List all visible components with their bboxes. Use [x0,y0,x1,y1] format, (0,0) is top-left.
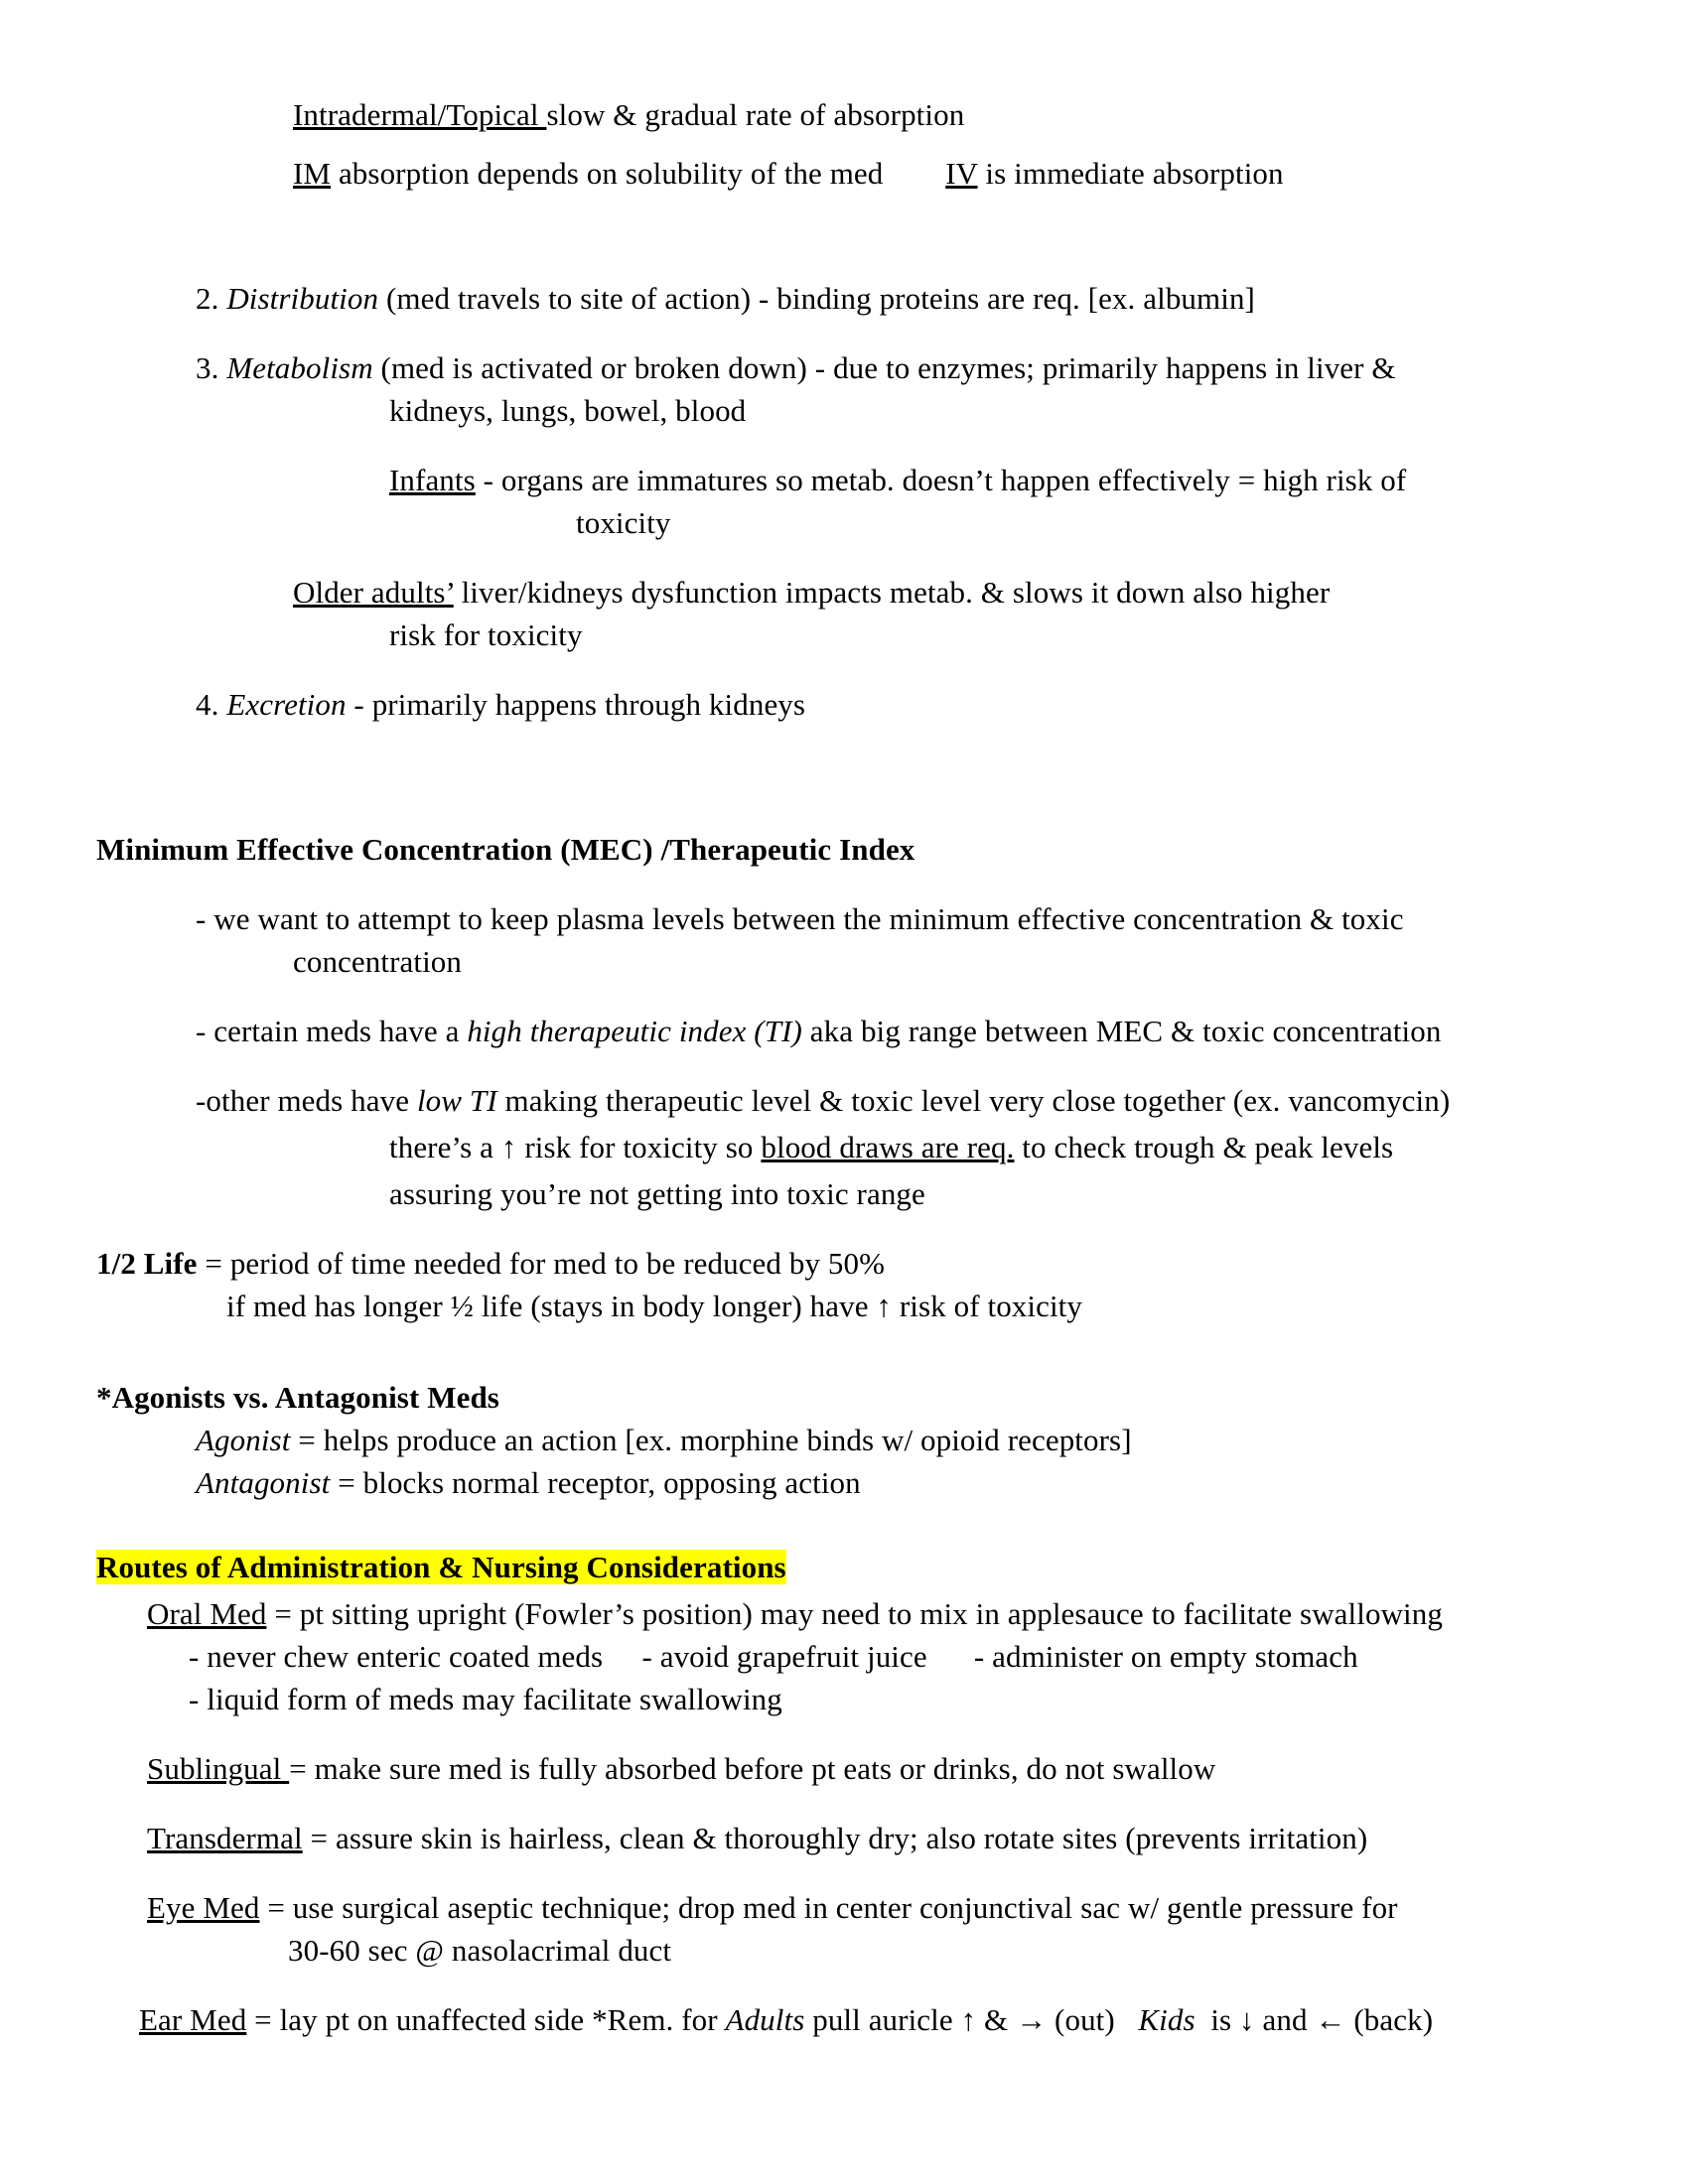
transdermal-rest: = assure skin is hairless, clean & thoroughly dry; also rotate sites (prevents irritation) [302,1821,1368,1855]
transdermal-line [147,1819,1367,1858]
infants-term: Infants [389,463,476,497]
step-3-rest: (med is activated or broken down) - due to enzymes; primarily happens in liver & [372,350,1396,385]
agonist-definition [196,1421,1132,1460]
infants-line [389,461,1406,500]
half-life-rest: = period of time needed for med to be reduced by 50% [197,1246,886,1281]
oral-med-line [147,1594,1443,1634]
step-3-term: Metabolism [226,350,373,385]
step-4-number: 4. [196,687,227,722]
im-iv-gap [883,156,945,191]
transdermal-term: Transdermal [147,1821,303,1855]
mec-bullet-3-line2 [389,1128,1393,1167]
routes-heading-wrapper [96,1548,786,1587]
half-life-line [96,1244,885,1284]
step-4-rest: - primarily happens through kidneys [346,687,806,722]
oral-sub-gap-2 [927,1639,974,1674]
step-2-distribution [196,279,1255,319]
step-3-continuation: kidneys, lungs, bowel, blood [389,393,747,428]
infants-rest: - organs are immatures so metab. doesn’t happen effectively = high risk of [475,463,1407,497]
mec-bullet-1-continuation: concentration [293,944,462,979]
older-adults-continuation: risk for toxicity [389,617,583,652]
mec-bullet-1: - we want to attempt to keep plasma levels between the minimum effective concentration & toxic [196,901,1404,936]
ear-med-post: is ↓ and ← (back) [1195,2002,1434,2037]
oral-sub-gap-1 [603,1639,641,1674]
mec-bullet-2-italic: high therapeutic index (TI) [467,1014,802,1048]
older-adults-line [293,573,1330,613]
mec-bullet-3-line3: assuring you’re not getting into toxic range [389,1176,925,1211]
mec-heading: Minimum Effective Concentration (MEC) /Therapeutic Index [96,832,915,867]
oral-sub-b: - avoid grapefruit juice [641,1639,927,1674]
older-adults-term: Older adults’ [293,575,454,610]
iv-term: IV [945,156,978,191]
eye-med-line [147,1888,1398,1928]
intradermal-topical-term: Intradermal/Topical [293,97,547,132]
sublingual-term: Sublingual [147,1751,290,1786]
agonist-term: Agonist [196,1423,291,1457]
half-life-continuation: if med has longer ½ life (stays in body longer) have ↑ risk of toxicity [226,1289,1082,1323]
ear-med-kids-term: Kids [1138,2002,1196,2037]
eye-med-continuation: 30-60 sec @ nasolacrimal duct [288,1933,672,1968]
step-4-term: Excretion [226,687,347,722]
oral-sub-a: - never chew enteric coated meds [189,1639,604,1674]
step-3-metabolism [196,348,1396,388]
step-4-excretion [196,685,805,725]
agonist-rest: = helps produce an action [ex. morphine binds w/ opioid receptors] [290,1423,1132,1457]
oral-med-term: Oral Med [147,1596,267,1631]
step-2-rest: (med travels to site of action) - binding proteins are req. [ex. albumin] [378,281,1255,316]
mec-bullet-3 [196,1081,1450,1121]
step-3-number: 3. [196,350,227,385]
routes-heading: Routes of Administration & Nursing Considerations [96,1550,786,1584]
ear-med-line [139,2000,1433,2040]
intradermal-topical-rest: slow & gradual rate of absorption [546,97,965,132]
mec-bullet-3-line2-pre: there’s a ↑ risk for toxicity so [389,1130,762,1164]
oral-med-rest: = pt sitting upright (Fowler’s position) may need to mix in applesauce to facilitate swallowing [266,1596,1443,1631]
antagonist-rest: = blocks normal receptor, opposing action [330,1465,861,1500]
ear-med-adults-term: Adults [725,2002,805,2037]
infants-continuation: toxicity [576,505,671,540]
half-life-term: 1/2 Life [96,1246,198,1281]
mec-bullet-2-pre: - certain meds have a [196,1014,468,1048]
ear-med-term: Ear Med [139,2002,247,2037]
eye-med-term: Eye Med [147,1890,260,1925]
im-term: IM [293,156,332,191]
mec-bullet-3-italic: low TI [416,1083,497,1118]
antagonist-term: Antagonist [196,1465,331,1500]
iv-rest: is immediate absorption [977,156,1284,191]
step-2-number: 2. [196,281,227,316]
sublingual-line [147,1749,1215,1789]
absorption-intradermal-line [293,95,964,135]
step-2-term: Distribution [226,281,379,316]
mec-bullet-3-line2-post: to check trough & peak levels [1014,1130,1394,1164]
oral-sub-c: - administer on empty stomach [973,1639,1358,1674]
eye-med-rest: = use surgical aseptic technique; drop med in center conjunctival sac w/ gentle pressure for [259,1890,1398,1925]
absorption-im-iv-line [293,154,1284,194]
older-adults-rest: liver/kidneys dysfunction impacts metab. & slows it down also higher [453,575,1331,610]
ear-med-mid: pull auricle ↑ & → (out) [804,2002,1139,2037]
oral-med-sub-line-2: - liquid form of meds may facilitate swallowing [189,1682,782,1716]
mec-bullet-3-post: making therapeutic level & toxic level very close together (ex. vancomycin) [496,1083,1451,1118]
blood-draws-req-term: blood draws are req. [761,1130,1015,1164]
mec-bullet-2 [196,1012,1441,1051]
oral-med-sub-line-1 [189,1637,1358,1677]
agonists-heading: *Agonists vs. Antagonist Meds [96,1380,499,1415]
mec-bullet-2-post: aka big range between MEC & toxic concentration [801,1014,1442,1048]
im-rest: absorption depends on solubility of the med [331,156,884,191]
ear-med-pre: = lay pt on unaffected side *Rem. for [246,2002,726,2037]
mec-bullet-3-pre: -other meds have [196,1083,417,1118]
antagonist-definition [196,1463,861,1503]
sublingual-rest: = make sure med is fully absorbed before pt eats or drinks, do not swallow [289,1751,1216,1786]
